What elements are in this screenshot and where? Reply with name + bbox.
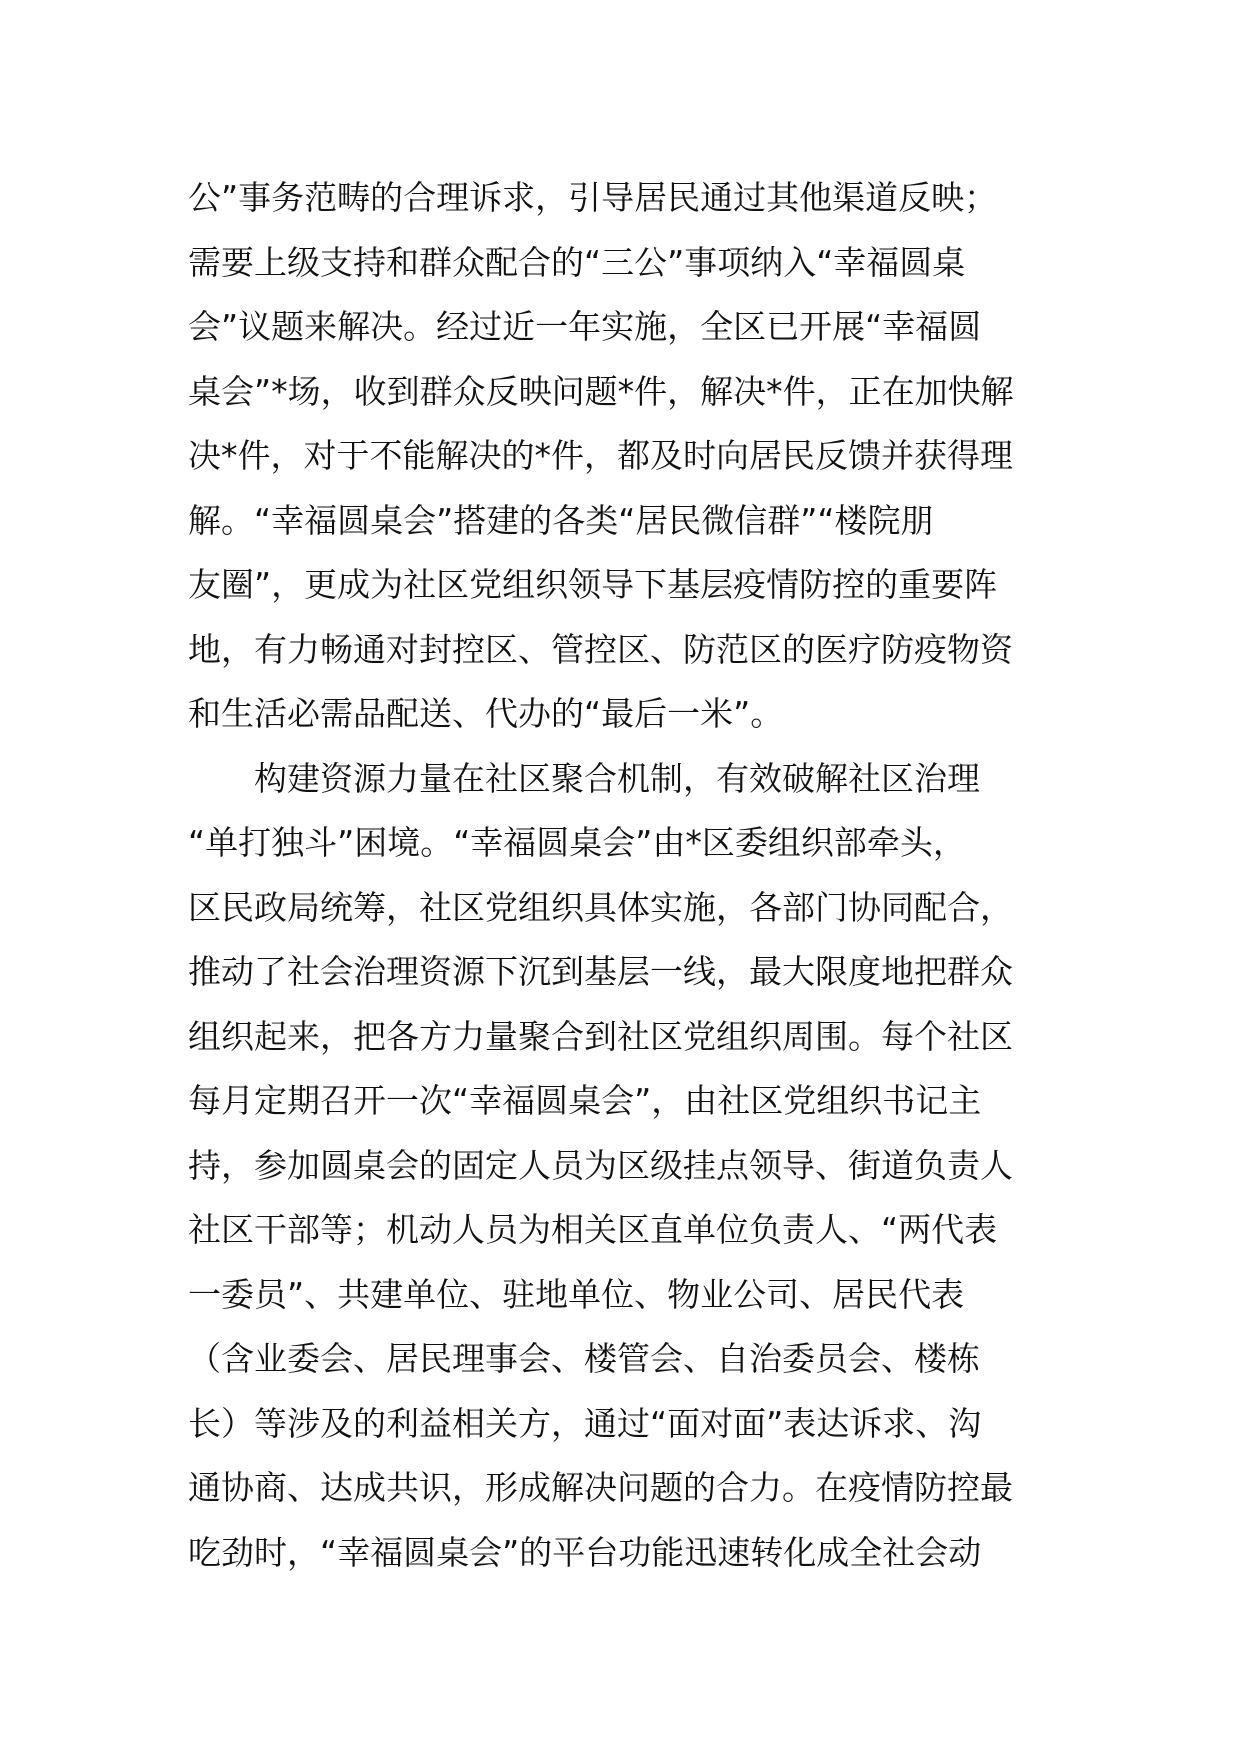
text-line: （含业委会、居民理事会、楼管会、自治委员会、楼栋 — [188, 1339, 980, 1378]
text-line: 社区干部等；机动人员为相关区直单位负责人、“两代表 — [188, 1210, 998, 1249]
text-line: 公”事务范畴的合理诉求，引导居民通过其他渠道反映； — [188, 178, 998, 217]
text-line: “单打独斗”困境。“幸福圆桌会”由*区委组织部牵头， — [188, 823, 966, 862]
text-line: 持，参加圆桌会的固定人员为区级挂点领导、街道负责人 — [188, 1145, 1013, 1185]
text-line: 决*件，对于不能解决的*件，都及时向居民反馈并获得理 — [188, 436, 1013, 475]
text-line: 通协商、达成共识，形成解决问题的合力。在疫情防控最 — [188, 1468, 1013, 1507]
text-line: 会”议题来解决。经过近一年实施，全区已开展“幸福圆 — [188, 307, 982, 346]
text-line: 一委员”、共建单位、驻地单位、物业公司、居民代表 — [188, 1274, 965, 1314]
text-line: 和生活必需品配送、代办的“最后一米”。 — [188, 694, 784, 733]
text-line: 长）等涉及的利益相关方，通过“面对面”表达诉求、沟 — [188, 1403, 982, 1443]
text-line: 地，有力畅通对封控区、管控区、防范区的医疗防疫物资 — [188, 629, 1013, 669]
text-line: 每月定期召开一次“幸福圆桌会”，由社区党组织书记主 — [188, 1081, 982, 1120]
text-line: 组织起来，把各方力量聚合到社区党组织周围。每个社区 — [188, 1016, 1013, 1056]
text-line: 解。“幸福圆桌会”搭建的各类“居民微信群”“楼院朋 — [188, 500, 934, 540]
text-line: 推动了社会治理资源下沉到基层一线，最大限度地把群众 — [188, 952, 1013, 991]
text-line: 需要上级支持和群众配合的“三公”事项纳入“幸福圆桌 — [188, 242, 966, 282]
text-line: 区民政局统筹，社区党组织具体实施，各部门协同配合， — [188, 887, 1013, 927]
paragraph-start-line: 构建资源力量在社区聚合机制，有效破解社区治理 — [188, 758, 980, 798]
body-text — [188, 166, 1054, 1585]
text-line: 吃劲时，“幸福圆桌会”的平台功能迅速转化成全社会动 — [188, 1532, 982, 1572]
text-line: 友圈”，更成为社区党组织领导下基层疫情防控的重要阵 — [188, 565, 998, 604]
text-line: 桌会”*场，收到群众反映问题*件，解决*件，正在加快解 — [188, 371, 1014, 411]
